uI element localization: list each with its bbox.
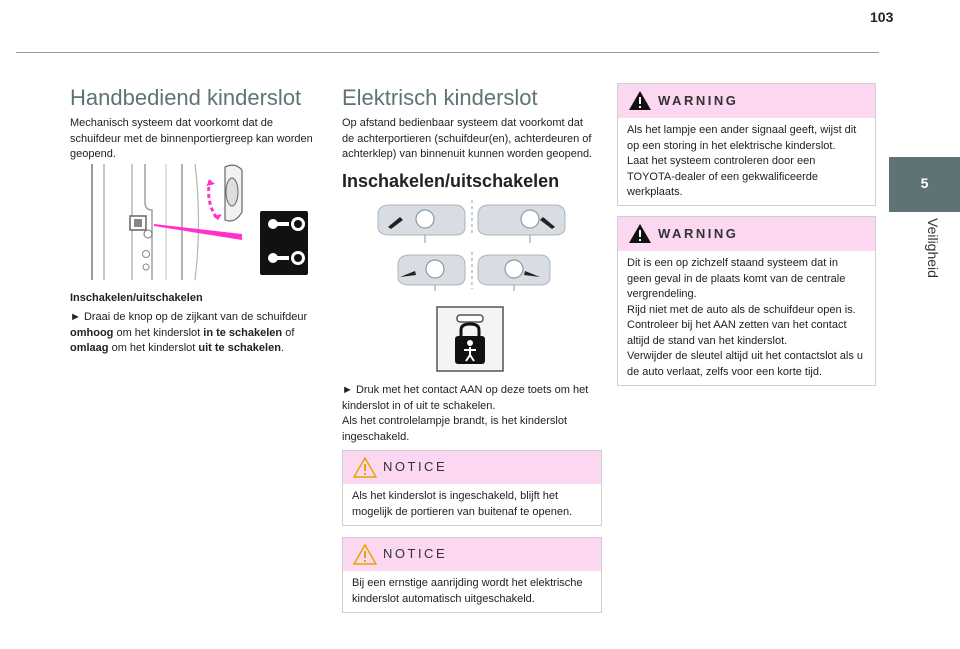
manual-intro: Mechanisch systeem dat voorkomt dat de schuifdeur met de binnenportiergreep kan worden geopend. [70, 117, 313, 160]
door-lock-illustration [70, 162, 320, 282]
heading-electric-child-lock: Elektrisch kinderslot [342, 85, 538, 110]
warning-header [618, 84, 875, 118]
warning-header [618, 217, 875, 251]
notice-text: Als het kinderslot is ingeschakeld, blijft het mogelijk de portieren van buitenaf te openen. [352, 490, 573, 518]
warning-box-1 [617, 83, 876, 206]
section-number: 5 [920, 175, 929, 191]
heading-manual-child-lock: Handbediend kinderslot [70, 85, 302, 110]
notice-title: NOTICE [383, 459, 448, 474]
header-divider [16, 52, 879, 53]
warning-text: Dit is een op zichzelf staand systeem dat in geen geval in de plaats komt van de centrale vergrendeling. Rijd niet met de auto als de schuifdeur open is. Controleer bij het AAN zetten van het contact altijd de stand van het kinderslot. Verwijder de sleutel altijd uit het contactslot als u de auto verlaat, zelfs voor een korte tijd. [627, 257, 864, 378]
manual-step: ► Draai de knop op de zijkant van de schuifdeur omhoog om het kinderslot in te schakelen of omlaag om het kinderslot uit te schakelen. [70, 311, 308, 354]
warning-triangle-icon [628, 90, 652, 111]
manual-subheading: Inschakelen/uitschakelen [70, 292, 203, 304]
warning-triangle-icon [628, 223, 652, 244]
warning-triangle-icon [353, 457, 377, 478]
electric-step: ► Druk met het contact AAN op deze toets om het kinderslot in of uit te schakelen. Als het controlelampje brandt, is het kinderslot ingeschakeld. [342, 384, 589, 443]
notice-title: NOTICE [383, 546, 448, 561]
child-lock-button-icon [436, 306, 504, 372]
warning-box-2 [617, 216, 876, 386]
electric-subheading: Inschakelen/uitschakelen [342, 171, 560, 191]
notice-box-1 [342, 450, 602, 526]
warning-title: WARNING [658, 226, 739, 241]
vehicle-door-diagrams [370, 197, 570, 292]
notice-text: Bij een ernstige aanrijding wordt het elektrische kinderslot automatisch uitgeschakeld. [352, 577, 583, 605]
notice-header [343, 538, 601, 571]
notice-box-2 [342, 537, 602, 613]
section-tab[interactable] [889, 157, 960, 212]
warning-triangle-icon [353, 544, 377, 565]
electric-intro: Op afstand bedienbaar systeem dat voorkomt dat de achterportieren (schuifdeur(en), achterdeuren of achterklep) van binnenuit kunnen worden geopend. [342, 117, 593, 160]
section-label: Veiligheid [925, 218, 941, 278]
warning-title: WARNING [658, 93, 739, 108]
notice-header [343, 451, 601, 484]
page-number: 103 [870, 9, 894, 25]
warning-text: Als het lampje een ander signaal geeft, wijst dit op een storing in het elektrische kinderslot. Laat het systeem controleren door een TOYOTA-dealer of een gekwalificeerde werkplaats. [627, 124, 857, 198]
